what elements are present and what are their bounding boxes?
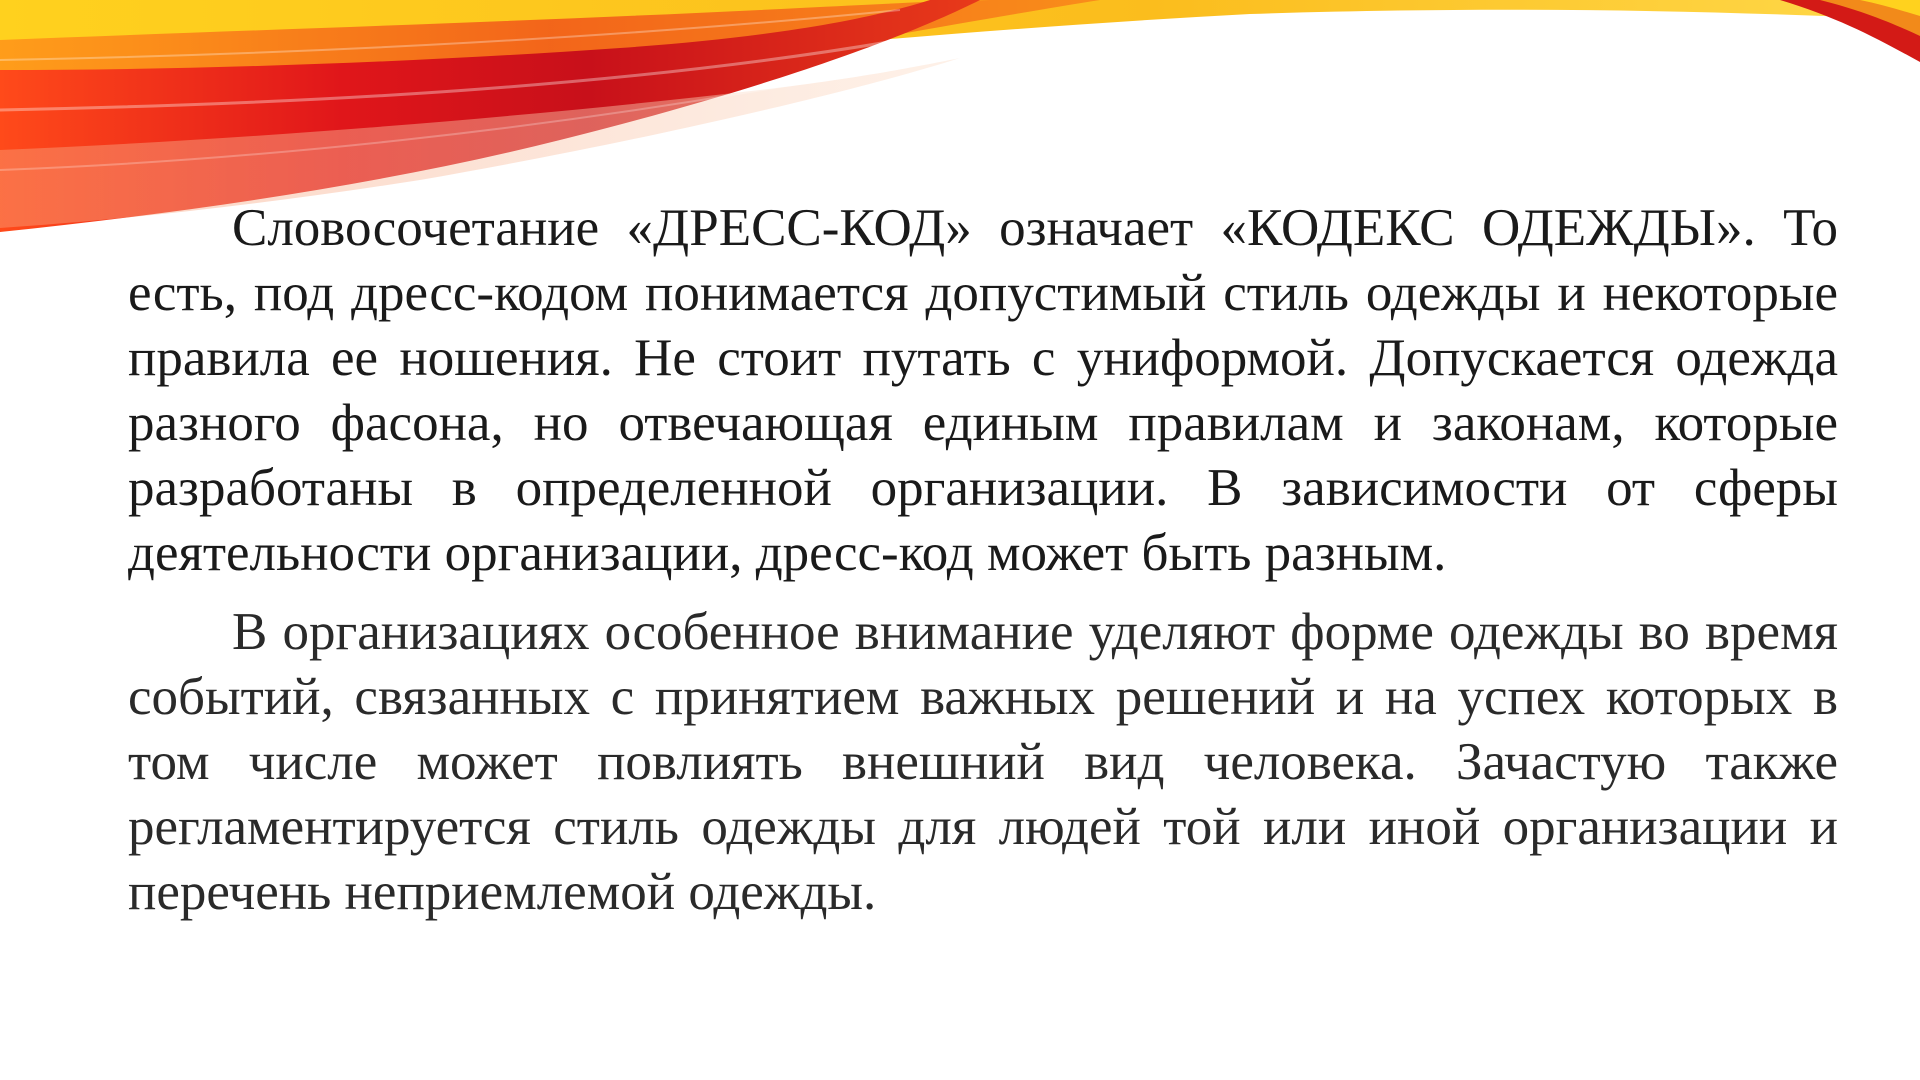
paragraph-dress-code-definition: Словосочетание «ДРЕСС-КОД» означает «КОДЕКС ОДЕЖДЫ». То есть, под дресс-кодом понимается допустимый стиль одежды и некоторые правила ее ношения. Не стоит путать с униформой. Допускается одежда разного фасона, но отвечающая единым правилам и законам, которые разработаны в определенной организации. В зависимости от сферы деятельности организации, дресс-код может быть разным. [128,199,1838,582]
paragraph-organization-attire: В организациях особенное внимание уделяют форме одежды во время событий, связанных с принятием важных решений и на успех которых в том числе может повлиять внешний вид человека. Зачастую также регламентируется стиль одежды для людей той или иной организации и перечень неприемлемой одежды. [128,603,1838,921]
slide-body [128,196,1838,939]
